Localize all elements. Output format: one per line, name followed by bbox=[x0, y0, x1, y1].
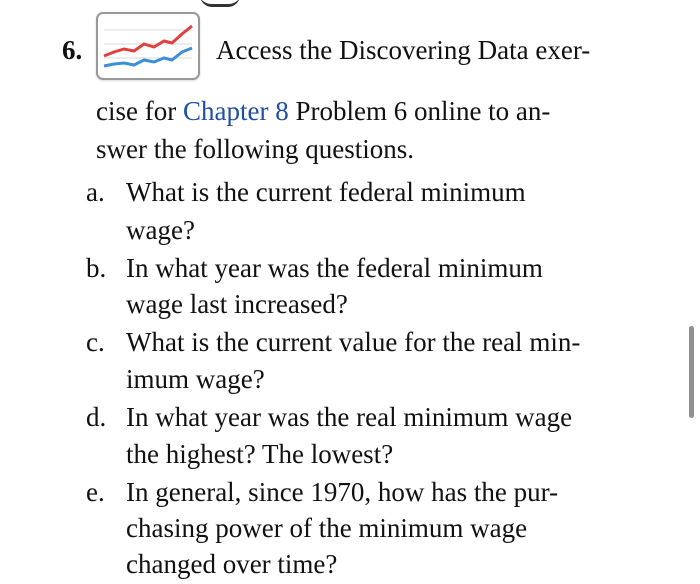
problem-number: 6. bbox=[62, 35, 83, 65]
question-c-line-1: What is the current value for the real min- bbox=[126, 327, 581, 357]
intro-line-1: Access the Discovering Data exer- bbox=[216, 35, 591, 65]
question-a-line-2: wage? bbox=[126, 215, 195, 245]
question-e-line-1: In general, since 1970, how has the pur- bbox=[126, 477, 559, 507]
chapter-link[interactable]: Chapter 8 bbox=[182, 96, 289, 126]
question-a-letter: a. bbox=[86, 177, 105, 207]
question-d-letter: d. bbox=[86, 402, 107, 432]
question-b-letter: b. bbox=[86, 253, 107, 283]
intro-line-2 bbox=[96, 94, 550, 128]
previous-problem-fragment bbox=[200, 0, 240, 7]
question-d-line-2: the highest? The lowest? bbox=[126, 439, 394, 469]
discovering-data-chart-icon[interactable] bbox=[96, 12, 200, 80]
question-a-line-1: What is the current federal minimum bbox=[126, 177, 526, 207]
question-e-line-2: chasing power of the minimum wage bbox=[126, 513, 528, 543]
question-d-line-1: In what year was the real minimum wage bbox=[126, 402, 573, 432]
intro-line-3: swer the following questions. bbox=[96, 134, 414, 164]
question-e-line-3: changed over time? bbox=[126, 549, 338, 579]
intro-line-2-prefix: cise for bbox=[96, 96, 183, 126]
question-c-line-2: imum wage? bbox=[126, 364, 265, 394]
scrollbar-thumb[interactable] bbox=[689, 326, 694, 418]
question-b-line-2: wage last increased? bbox=[126, 289, 348, 319]
question-c-letter: c. bbox=[86, 327, 105, 357]
intro-line-2-suffix: Problem 6 online to an- bbox=[288, 96, 551, 126]
question-b-line-1: In what year was the federal minimum bbox=[126, 253, 543, 283]
question-e-letter: e. bbox=[86, 477, 105, 507]
